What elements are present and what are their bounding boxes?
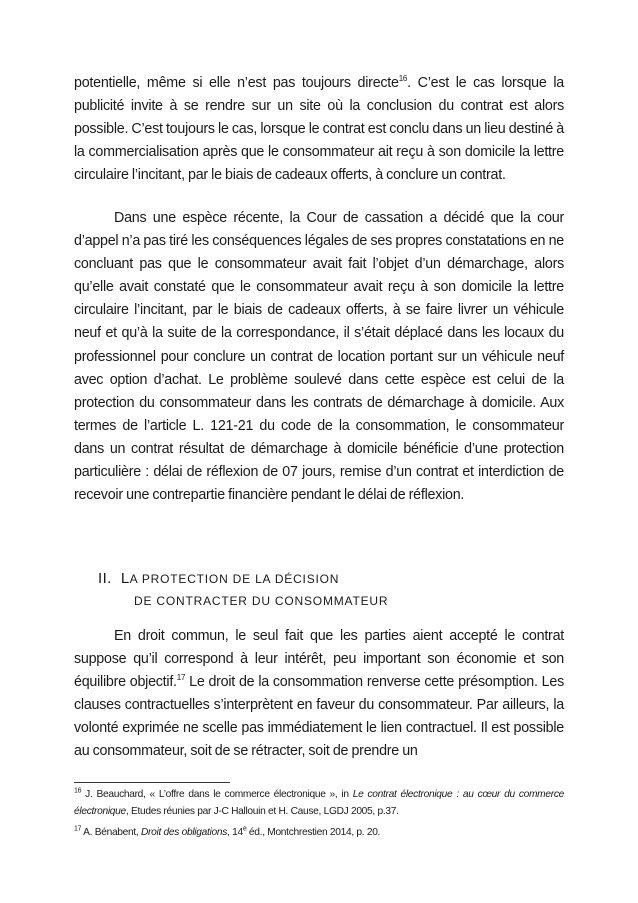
paragraph-3-text-a: En droit commun, le seul fait que les parties aient accepté le contrat suppose qu’il correspond à leur intérêt, peu important son économie et son équilibre objectif.	[74, 628, 564, 691]
footnote-16-number: 16	[74, 787, 82, 795]
footnote-16-title: Le contrat électronique : au cœur du commerce électronique	[74, 789, 564, 817]
footnote-17-title: Droit des obligations	[141, 827, 228, 838]
footnote-separator	[74, 782, 230, 783]
footnote-ref-16[interactable]: 16	[398, 74, 408, 84]
paragraph-2: Dans une espèce récente, la Cour de cassation a décidé que la cour d’appel n’a pas tiré les conséquences légales de ses propres constatations en ne concluant pas que le consommateur avait fait l’objet d’un démarchage, alors qu’elle avait constaté que le consommateur avait reçu à son domicile la lettre circulaire l’incitant, par le biais de cadeaux offerts, à se faire livrer un véhicule neuf et qu’à la suite de la correspondance, il s’était déplacé dans les locaux du professionnel pour conclure un contrat de location portant sur un véhicule neuf avec option d’achat. Le problème soulevé dans cette espèce est celui de la protection du consommateur dans les contrats de démarchage à domicile. Aux termes de l’article L. 121-21 du code de la consommation, le consommateur dans un contrat résultat de démarchage à domicile bénéficie d’une protection particulière : délai de réflexion de 07 jours, remise d’un contrat et interdiction de recevoir une contrepartie financière pendant le délai de réflexion.	[74, 210, 564, 504]
paragraph-1-text-b: . C’est le cas lorsque la publicité invite à se rendre sur un site où la conclusion du contrat est alors possible. C’est toujours le cas, lorsque le contrat est conclu dans un lieu destiné à la commercialisation après que le consommateur ait reçu à son domicile la lettre circulaire l’incitant, par le biais de cadeaux offerts, à conclure un contrat.	[74, 75, 564, 184]
section-title-line1: A PROTECTION DE LA DÉCISION	[129, 572, 340, 586]
paragraph-1	[74, 72, 564, 187]
footnote-16-lead: J. Beauchard, « L’offre dans le commerce électronique », in	[81, 789, 353, 800]
paragraph-3-text-b: Le droit de la consommation renverse cette présomption. Les clauses contractuelles s’interprètent en faveur du consommateur. Par ailleurs, la volonté exprimée ne scelle pas immédiatement le lien contractuel. Il est possible au consommateur, soit de se rétracter, soit de prendre un	[74, 674, 564, 760]
paragraph-3	[74, 625, 564, 764]
footnote-16	[74, 786, 564, 820]
section-title-line2: DE CONTRACTER DU CONSOMMATEUR	[134, 594, 389, 608]
section-title-initial: L	[120, 570, 130, 587]
section-heading	[74, 570, 564, 608]
footnote-16-tail: , Etudes réunies par J-C Hallouin et H. Cause, LGDJ 2005, p.37.	[125, 806, 399, 817]
section-heading-line1	[98, 570, 564, 587]
footnote-17-edition-sup: e	[242, 825, 247, 833]
footnote-17-tail: éd., Montchrestien 2014, p. 20.	[246, 827, 381, 838]
footnote-17-lead: A. Bénabent,	[81, 827, 141, 838]
footnote-ref-17[interactable]: 17	[176, 673, 186, 683]
footnote-17	[74, 824, 564, 841]
paragraph-1-text-a: potentielle, même si elle n’est pas toujours directe	[74, 75, 399, 91]
footnote-17-mid: , 14	[227, 827, 243, 838]
section-numeral: II.	[98, 570, 112, 587]
footnote-17-number: 17	[74, 825, 82, 833]
